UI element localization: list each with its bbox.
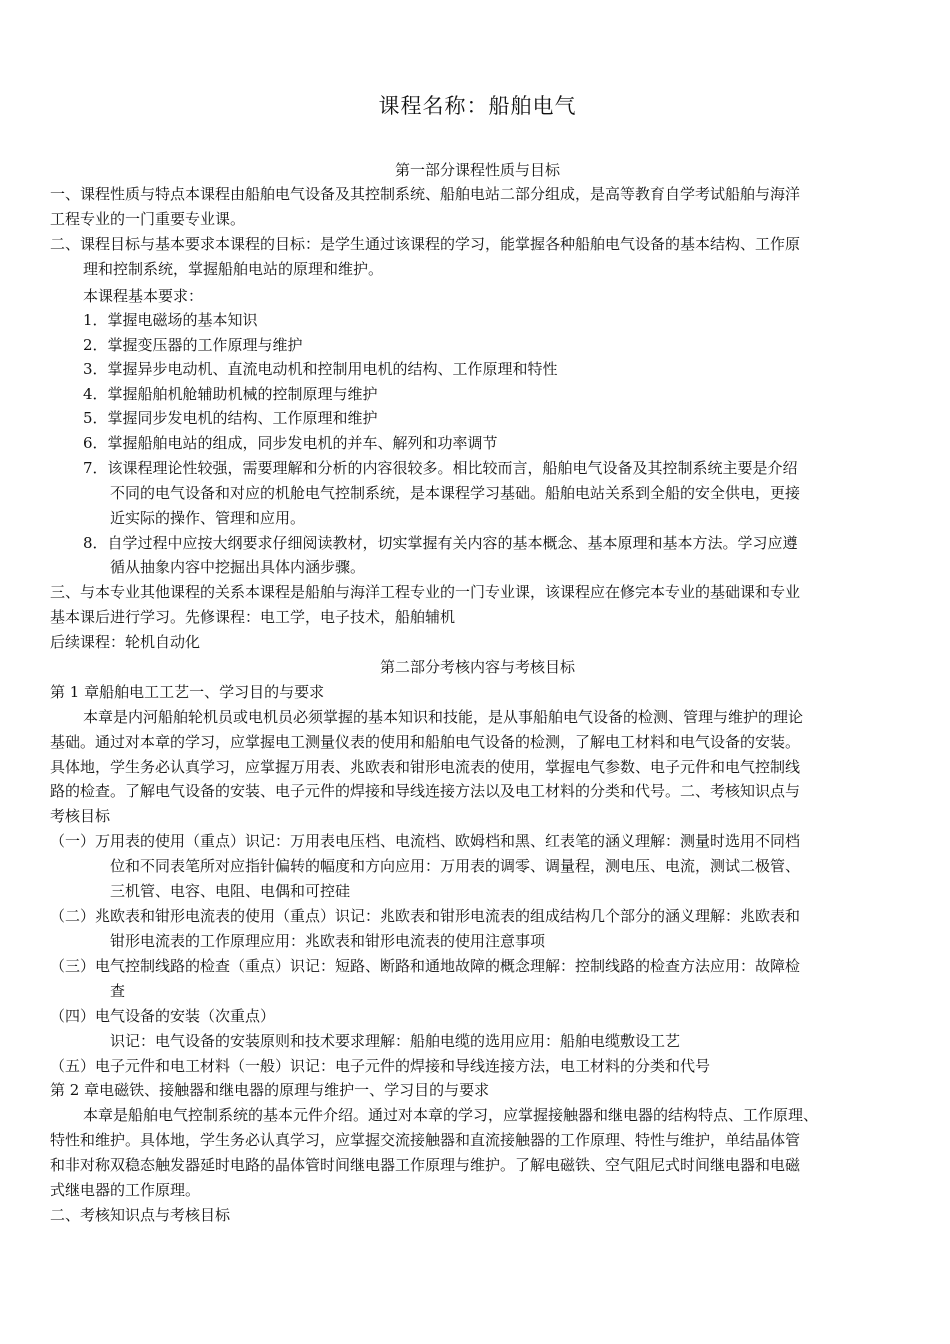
part1-heading: 第一部分课程性质与目标 — [394, 161, 560, 179]
section2-line2: 理和控制系统，掌握船舶电站的原理和维护。 — [83, 260, 384, 278]
requirement-4: 4．掌握船舶机舱辅助机械的控制原理与维护 — [83, 385, 378, 403]
part2-heading: 第二部分考核内容与考核目标 — [379, 658, 575, 676]
section2-line1: 二、课程目标与基本要求本课程的目标：是学生通过该课程的学习，能掌握各种船舶电气设备的基本结构、工作原 — [50, 235, 801, 253]
chapter1-paragraph-line4: 路的检查。了解电气设备的安装、电子元件的焊接和导线连接方法以及电工材料的分类和代号。二、考核知识点与 — [50, 782, 801, 800]
knowledge-point-3-line2: 查 — [110, 982, 126, 1000]
chapter2-section2-heading: 二、考核知识点与考核目标 — [50, 1206, 231, 1224]
section3-line3: 后续课程：轮机自动化 — [50, 633, 201, 651]
chapter2-paragraph-line2: 特性和维护。具体地，学生务必认真学习，应掌握交流接触器和直流接触器的工作原理、特性与维护，单结晶体管 — [50, 1131, 801, 1149]
chapter1-paragraph-line5: 考核目标 — [50, 807, 111, 825]
section1-line2: 工程专业的一门重要专业课。 — [50, 210, 246, 228]
knowledge-point-4-line2: 识记：电气设备的安装原则和技术要求理解：船舶电缆的选用应用：船舶电缆敷设工艺 — [110, 1032, 681, 1050]
knowledge-point-2-line2: 钳形电流表的工作原理应用：兆欧表和钳形电流表的使用注意事项 — [110, 932, 546, 950]
knowledge-point-1-line3: 三机管、电容、电阻、电偶和可控硅 — [110, 882, 351, 900]
knowledge-point-3-line1: （三）电气控制线路的检查（重点）识记：短路、断路和通地故障的概念理解：控制线路的检查方法应用：故障检 — [50, 957, 801, 975]
knowledge-point-4-line1: （四）电气设备的安装（次重点） — [50, 1007, 276, 1025]
chapter1-paragraph-line2: 基础。通过对本章的学习，应掌握电工测量仪表的使用和船舶电气设备的检测，了解电工材料和电气设备的安装。 — [50, 733, 801, 751]
section3-line2: 基本课后进行学习。先修课程：电工学，电子技术，船舶辅机 — [50, 608, 456, 626]
requirement-3: 3．掌握异步电动机、直流电动机和控制用电机的结构、工作原理和特性 — [83, 360, 558, 378]
knowledge-point-1-line2: 位和不同表笔所对应指针偏转的幅度和方向应用：万用表的调零、调量程，测电压、电流，测试二极管、 — [110, 857, 801, 875]
requirement-1: 1．掌握电磁场的基本知识 — [83, 311, 258, 329]
section1-line1: 一、课程性质与特点本课程由船舶电气设备及其控制系统、船舶电站二部分组成，是高等教育自学考试船舶与海洋 — [50, 185, 801, 203]
knowledge-point-2-line1: （二）兆欧表和钳形电流表的使用（重点）识记：兆欧表和钳形电流表的组成结构几个部分的涵义理解：兆欧表和 — [50, 907, 801, 925]
chapter1-paragraph-line1: 本章是内河船舶轮机员或电机员必须掌握的基本知识和技能，是从事船舶电气设备的检测、管理与维护的理论 — [83, 708, 804, 726]
requirement-7-line3: 近实际的操作、管理和应用。 — [110, 509, 306, 527]
requirement-5: 5．掌握同步发电机的结构、工作原理和维护 — [83, 409, 378, 427]
chapter2-paragraph-line1: 本章是船舶电气控制系统的基本元件介绍。通过对本章的学习，应掌握接触器和继电器的结构特点、工作原理、 — [83, 1106, 819, 1124]
section3-line1: 三、与本专业其他课程的关系本课程是船舶与海洋工程专业的一门专业课，该课程应在修完本专业的基础课和专业 — [50, 583, 801, 601]
requirement-6: 6．掌握船舶电站的组成，同步发电机的并车、解列和功率调节 — [83, 434, 498, 452]
chapter2-paragraph-line4: 式继电器的工作原理。 — [50, 1181, 201, 1199]
chapter1-paragraph-line3: 具体地，学生务必认真学习，应掌握万用表、兆欧表和钳形电流表的使用，掌握电气参数、电子元件和电气控制线 — [50, 758, 801, 776]
chapter2-title: 第 2 章电磁铁、接触器和继电器的原理与维护一、学习目的与要求 — [50, 1081, 490, 1099]
requirement-7-line1: 7．该课程理论性较强，需要理解和分析的内容很较多。相比较而言，船舶电气设备及其控制系统主要是介绍 — [83, 459, 798, 477]
course-title: 课程名称：船舶电气 — [378, 94, 577, 118]
requirements-title: 本课程基本要求： — [83, 287, 204, 305]
requirement-8-line1: 8．自学过程中应按大纲要求仔细阅读教材，切实掌握有关内容的基本概念、基本原理和基本方法。学习应遵 — [83, 534, 798, 552]
knowledge-point-5-line1: （五）电子元件和电工材料（一般）识记：电子元件的焊接和导线连接方法，电工材料的分类和代号 — [50, 1057, 711, 1075]
requirement-2: 2．掌握变压器的工作原理与维护 — [83, 336, 303, 354]
chapter2-paragraph-line3: 和非对称双稳态触发器延时电路的晶体管时间继电器工作原理与维护。了解电磁铁、空气阻尼式时间继电器和电磁 — [50, 1156, 801, 1174]
requirement-7-line2: 不同的电气设备和对应的机舱电气控制系统，是本课程学习基础。船舶电站关系到全船的安全供电，更接 — [110, 484, 801, 502]
chapter1-title: 第 1 章船舶电工工艺一、学习目的与要求 — [50, 683, 325, 701]
requirement-8-line2: 循从抽象内容中挖掘出具体内涵步骤。 — [110, 558, 366, 576]
knowledge-point-1-line1: （一）万用表的使用（重点）识记：万用表电压档、电流档、欧姆档和黑、红表笔的涵义理解：测量时选用不同档 — [50, 832, 801, 850]
